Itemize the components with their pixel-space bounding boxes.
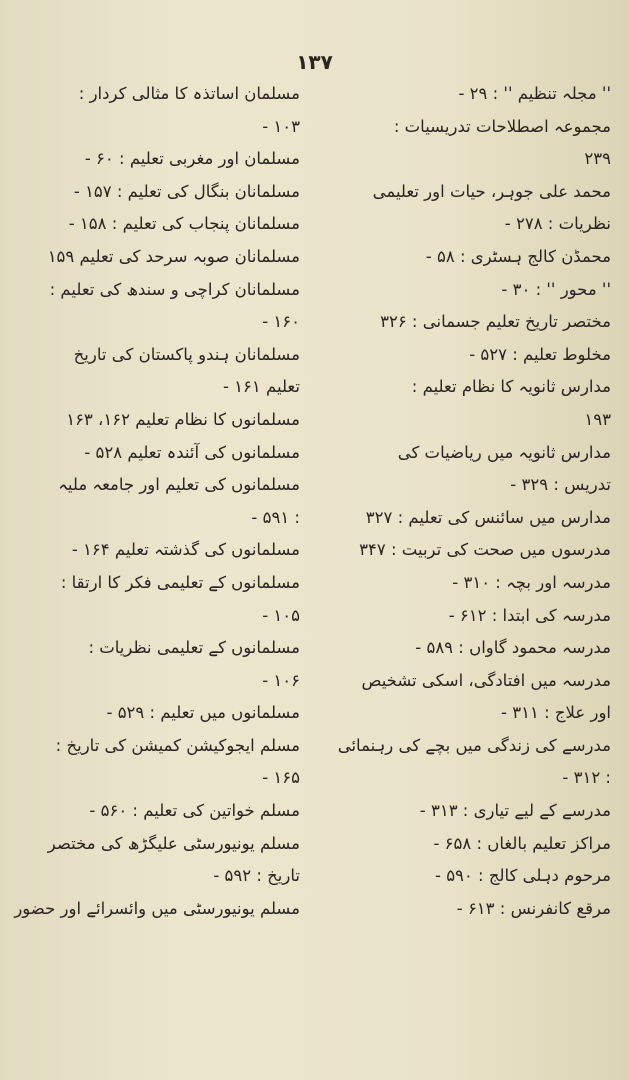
index-entry-line: مسلمان اساتذہ کا مثالی کردار :	[78, 84, 300, 103]
index-entry-line: مسلمانان پنجاب کی تعلیم : ۱۵۸ -	[68, 214, 300, 234]
index-entry-line: مدرسوں میں صحت کی تربیت : ۳۴۷	[359, 540, 611, 560]
index-entry-line: مرقع کانفرنس : ۶۱۳ -	[456, 898, 611, 918]
index-entry-line: مسلمانوں کا نظام تعلیم ۱۶۲، ۱۶۳	[66, 409, 300, 429]
index-entry-line: مدرسے کی زندگی میں بچے کی رہنمائی	[337, 735, 611, 755]
index-entry-line: مدرسہ کی ابتدا : ۶۱۲ -	[448, 605, 611, 625]
index-entry-line: مسلمانوں کی گذشتہ تعلیم ۱۶۴ -	[71, 540, 300, 560]
index-entry-line: مسلمانوں کے تعلیمی نظریات :	[88, 638, 300, 658]
index-entry-line: ۱۰۶ -	[262, 670, 300, 690]
index-entry-line: '' محور '' : ۳۰ -	[501, 279, 611, 299]
index-entry-line: ۱۰۳ -	[262, 116, 300, 136]
index-entry-line: تعلیم ۱۶۱ -	[222, 377, 300, 397]
index-column-right	[321, 78, 611, 925]
index-entry-line: مسلمانان کراچی و سندھ کی تعلیم :	[49, 279, 300, 299]
index-entry-line: مدرسہ محمود گاواں : ۵۸۹ -	[415, 638, 611, 658]
index-entry-line: مدرسے کے لیے تیاری : ۳۱۳ -	[419, 801, 611, 821]
index-entry-line: '' مجلہ تنظیم '' : ۲۹ -	[458, 84, 611, 103]
index-entry-line: مسلم ایجوکیشن کمیشن کی تاریخ :	[55, 735, 300, 755]
index-entry-line: : ۵۹۱ -	[251, 507, 300, 527]
index-entry-line: اور علاج : ۳۱۱ -	[501, 703, 611, 723]
index-entry-line: ۱۹۳	[584, 409, 611, 429]
index-entry-line: مدارس ثانویہ میں ریاضیات کی	[397, 442, 611, 462]
index-entry-line: محمد علی جوہر، حیات اور تعلیمی	[372, 181, 611, 201]
index-entry-line: مسلمانان ہندو پاکستان کی تاریخ	[73, 344, 300, 364]
index-entry-line: مسلم یونیورسٹی علیگڑھ کی مختصر	[47, 833, 300, 853]
index-entry-line: محمڈن کالج ہسٹری : ۵۸ -	[425, 246, 611, 266]
index-entry-line: مدارس ثانویہ کا نظام تعلیم :	[411, 377, 611, 397]
index-entry-line: مسلمان اور مغربی تعلیم : ۶۰ -	[84, 149, 300, 169]
index-entry-line: ۱۰۵ -	[262, 605, 300, 625]
index-entry-line: مدرسہ اور بچہ : ۳۱۰ -	[452, 572, 611, 592]
index-entry-line: مسلمانوں کی تعلیم اور جامعہ ملیہ	[58, 475, 300, 495]
index-entry-line: مسلم خواتین کی تعلیم : ۵۶۰ -	[89, 801, 300, 821]
index-entry-line: : ۳۱۲ -	[562, 768, 611, 788]
index-entry-line: مرحوم دہلی کالج : ۵۹۰ -	[434, 866, 611, 886]
index-entry-line: مدارس میں سائنس کی تعلیم : ۳۲۷	[365, 507, 611, 527]
index-entry-line: مسلمانان صوبہ سرحد کی تعلیم ۱۵۹	[47, 246, 300, 266]
index-entry-line: مراکز تعلیم بالغاں : ۶۵۸ -	[433, 833, 611, 853]
index-entry-line: ۱۶۰ -	[262, 312, 300, 332]
index-entry-line: مدرسہ میں افتادگی، اسکی تشخیص	[361, 670, 611, 690]
index-entry-line: ۱۶۵ -	[262, 768, 300, 788]
index-entry-line: مخلوط تعلیم : ۵۲۷ -	[469, 344, 611, 364]
index-entry-line: مسلمانوں کی آئندہ تعلیم ۵۲۸ -	[84, 442, 300, 462]
index-entry-line: مسلمانان بنگال کی تعلیم : ۱۵۷ -	[73, 181, 300, 201]
index-entry-line: مسلمانوں کے تعلیمی فکر کا ارتقا :	[60, 572, 300, 592]
index-entry-line: تاریخ : ۵۹۲ -	[213, 866, 300, 886]
index-column-left	[10, 78, 300, 925]
index-entry-line: مجموعہ اصطلاحات تدریسیات :	[393, 116, 611, 136]
index-entry-line: تدریس : ۳۲۹ -	[510, 475, 611, 495]
index-entry-line: مسلم یونیورسٹی میں وائسرائے اور حضور	[14, 898, 300, 918]
index-entry-line: ۲۳۹	[584, 149, 611, 169]
index-entry-line: نظریات : ۲۷۸ -	[504, 214, 611, 234]
page-number: ۱۳۷	[296, 50, 333, 74]
index-entry-line: مختصر تاریخ تعلیم جسمانی : ۳۲۶	[380, 312, 611, 332]
index-entry-line: مسلمانوں میں تعلیم : ۵۲۹ -	[106, 703, 300, 723]
